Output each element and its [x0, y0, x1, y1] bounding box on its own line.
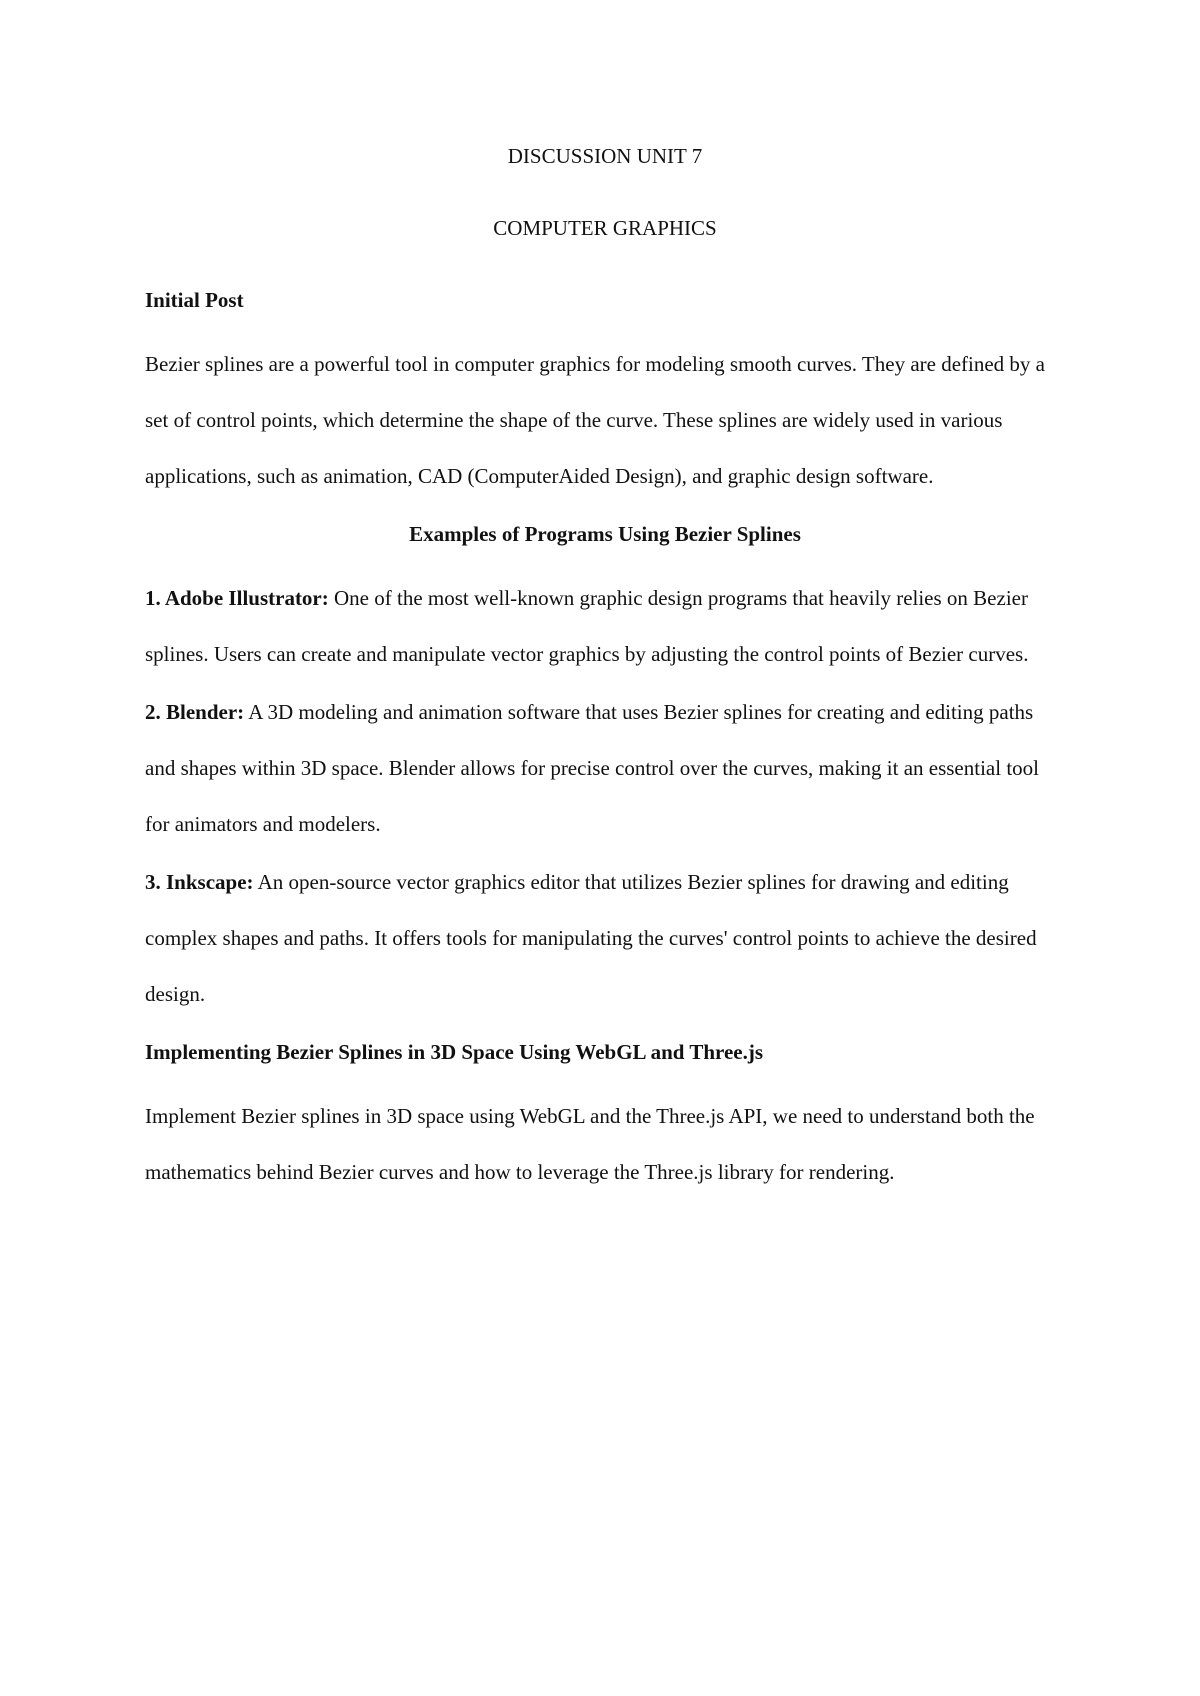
example-label: 2. Blender:: [145, 700, 245, 724]
example-item-blender: [145, 684, 1065, 852]
implementation-heading: Implementing Bezier Splines in 3D Space Using WebGL and Three.js: [145, 1040, 764, 1064]
example-text: One of the most well-known graphic design programs that heavily relies on Bezier splines. Users can create and manipulate vector graphics by adjusting the control points of Bezier curves.: [145, 586, 1029, 666]
intro-paragraph: Bezier splines are a powerful tool in computer graphics for modeling smooth curves. They are defined by a set of control points, which determine the shape of the curve. These splines are widely used in various applications, such as animation, CAD (ComputerAided Design), and graphic design software.: [145, 352, 1045, 488]
example-label: 3. Inkscape:: [145, 870, 254, 894]
example-text: An open-source vector graphics editor that utilizes Bezier splines for drawing and editing complex shapes and paths. It offers tools for manipulating the curves' control points to achieve the desired design.: [145, 870, 1037, 1006]
document-subtitle: COMPUTER GRAPHICS: [493, 216, 717, 240]
example-label: 1. Adobe Illustrator:: [145, 586, 329, 610]
initial-post-heading: Initial Post: [145, 288, 244, 312]
implementation-paragraph: Implement Bezier splines in 3D space using WebGL and the Three.js API, we need to understand both the mathematics behind Bezier curves and how to leverage the Three.js library for rendering.: [145, 1104, 1035, 1184]
document-body: [145, 140, 1065, 1214]
example-item-adobe-illustrator: [145, 570, 1065, 682]
document-title: DISCUSSION UNIT 7: [507, 144, 703, 168]
examples-heading: Examples of Programs Using Bezier Splines: [409, 522, 801, 546]
example-item-inkscape: [145, 854, 1065, 1022]
example-text: A 3D modeling and animation software that uses Bezier splines for creating and editing paths and shapes within 3D space. Blender allows for precise control over the curves, making it an essential tool for animators and modelers.: [145, 700, 1039, 836]
